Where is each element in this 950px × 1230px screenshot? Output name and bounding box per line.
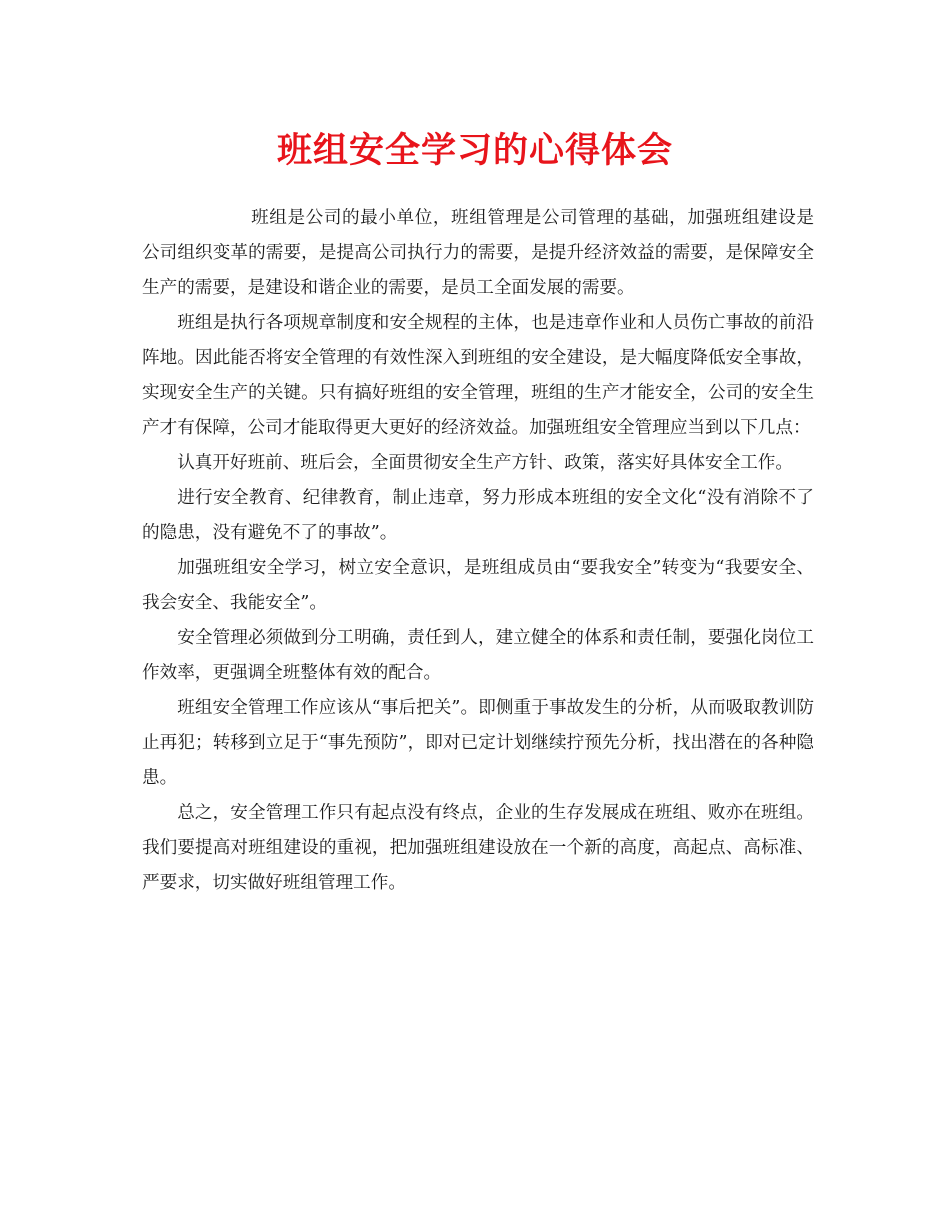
paragraph-7: 班组安全管理工作应该从“事后把关”。即侧重于事故发生的分析，从而吸取教训防止再犯；转移到立足于“事先预防”，即对已定计划继续拧预先分析，找出潜在的各种隐患。 [142, 698, 814, 788]
paragraph-6: 安全管理必须做到分工明确，责任到人，建立健全的体系和责任制，要强化岗位工作效率，更强调全班整体有效的配合。 [142, 628, 814, 683]
paragraph-1: 班组是公司的最小单位，班组管理是公司管理的基础，加强班组建设是公司组织变革的需要，是提高公司执行力的需要，是提升经济效益的需要，是保障安全生产的需要，是建设和谐企业的需要，是员工全面发展的需要。 [142, 208, 814, 298]
document-title: 班组安全学习的心得体会 [276, 130, 673, 171]
paragraph-4: 进行安全教育、纪律教育，制止违章，努力形成本班组的安全文化“没有消除不了的隐患，没有避免不了的事故”。 [142, 488, 814, 543]
paragraph-3: 认真开好班前、班后会，全面贯彻安全生产方针、政策，落实好具体安全工作。 [177, 453, 793, 473]
paragraph-8: 总之，安全管理工作只有起点没有终点，企业的生存发展成在班组、败亦在班组。我们要提高对班组建设的重视，把加强班组建设放在一个新的高度，高起点、高标准、严要求，切实做好班组管理工作。 [142, 803, 814, 893]
paragraph-2: 班组是执行各项规章制度和安全规程的主体，也是违章作业和人员伤亡事故的前沿阵地。因此能否将安全管理的有效性深入到班组的安全建设，是大幅度降低安全事故，实现安全生产的关键。只有搞好班组的安全管理，班组的生产才能安全，公司的安全生产才有保障，公司才能取得更大更好的经济效益。加强班组安全管理应当到以下几点： [142, 313, 814, 438]
paragraph-5: 加强班组安全学习，树立安全意识，是班组成员由“要我安全”转变为“我要安全、我会安全、我能安全”。 [142, 558, 814, 613]
document-body [142, 201, 814, 901]
